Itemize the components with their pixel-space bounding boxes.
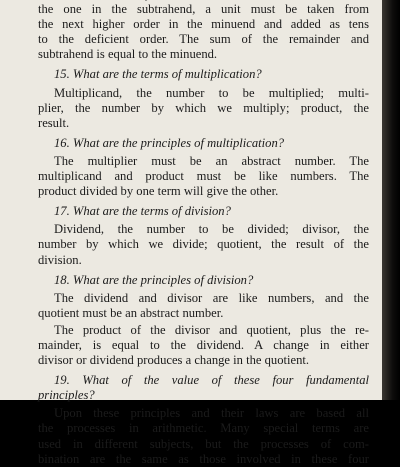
- text-line: used in different subjects, but the processes of com-: [38, 436, 369, 451]
- question-16: [38, 136, 369, 151]
- page-text: [38, 0, 369, 467]
- question-19: [38, 373, 369, 403]
- question-15: [38, 67, 369, 82]
- answer-16: [38, 154, 369, 199]
- text-line: product divided by one term will give the other.: [38, 184, 279, 199]
- text-line: division.: [38, 252, 82, 267]
- text-line: mainder, is equal to the dividend. A change in either: [38, 337, 369, 352]
- question-text: 17. What are the terms of division?: [54, 204, 231, 219]
- text-line: Dividend, the number to be divided; divisor, the: [54, 222, 369, 237]
- answer-17: [38, 222, 369, 267]
- answer-18-part-2: [38, 323, 369, 368]
- text-line: quotient must be an abstract number.: [38, 305, 224, 320]
- question-line: 19. What of the value of these four fundamental: [54, 373, 369, 388]
- text-line: multiplicand and product must be like numbers. The: [38, 169, 369, 184]
- text-line: the next higher order in the minuend and added as tens: [38, 17, 369, 32]
- question-line: principles?: [38, 388, 95, 403]
- question-17: [38, 204, 369, 219]
- page-edge-shadow: [382, 0, 400, 400]
- text-line: divisor or dividend produces a change in the quotient.: [38, 353, 310, 368]
- text-line: Multiplicand, the number to be multiplied; multi-: [54, 85, 369, 100]
- question-text: 16. What are the principles of multiplication?: [54, 135, 285, 150]
- text-line: bination are the same as those involved in these four: [38, 451, 369, 466]
- text-line: to the deficient order. The sum of the remainder and: [38, 32, 369, 47]
- text-line: the one in the subtrahend, a unit must be taken from: [38, 2, 369, 17]
- question-text: 15. What are the terms of multiplication?: [54, 67, 262, 82]
- text-line: result.: [38, 115, 70, 130]
- question-18: [38, 273, 369, 288]
- text-line: the processes in arithmetic. Many special terms are: [38, 421, 369, 436]
- text-line: The dividend and divisor are like numbers, and the: [54, 290, 369, 305]
- text-line: The multiplier must be an abstract number. The: [54, 153, 369, 168]
- text-line: The product of the divisor and quotient, plus the re-: [54, 322, 369, 337]
- answer-15: [38, 86, 369, 131]
- intro-paragraph: [38, 0, 369, 62]
- text-line: number by which we divide; quotient, the result of the: [38, 237, 369, 252]
- question-text: 18. What are the principles of division?: [54, 272, 254, 287]
- answer-18-part-1: [38, 291, 369, 321]
- answer-19: [38, 406, 369, 466]
- text-line: subtrahend is equal to the minuend.: [38, 47, 218, 62]
- text-line: plier, the number by which we multiply; product, the: [38, 100, 369, 115]
- text-line: Upon these principles and their laws are based all: [54, 406, 369, 421]
